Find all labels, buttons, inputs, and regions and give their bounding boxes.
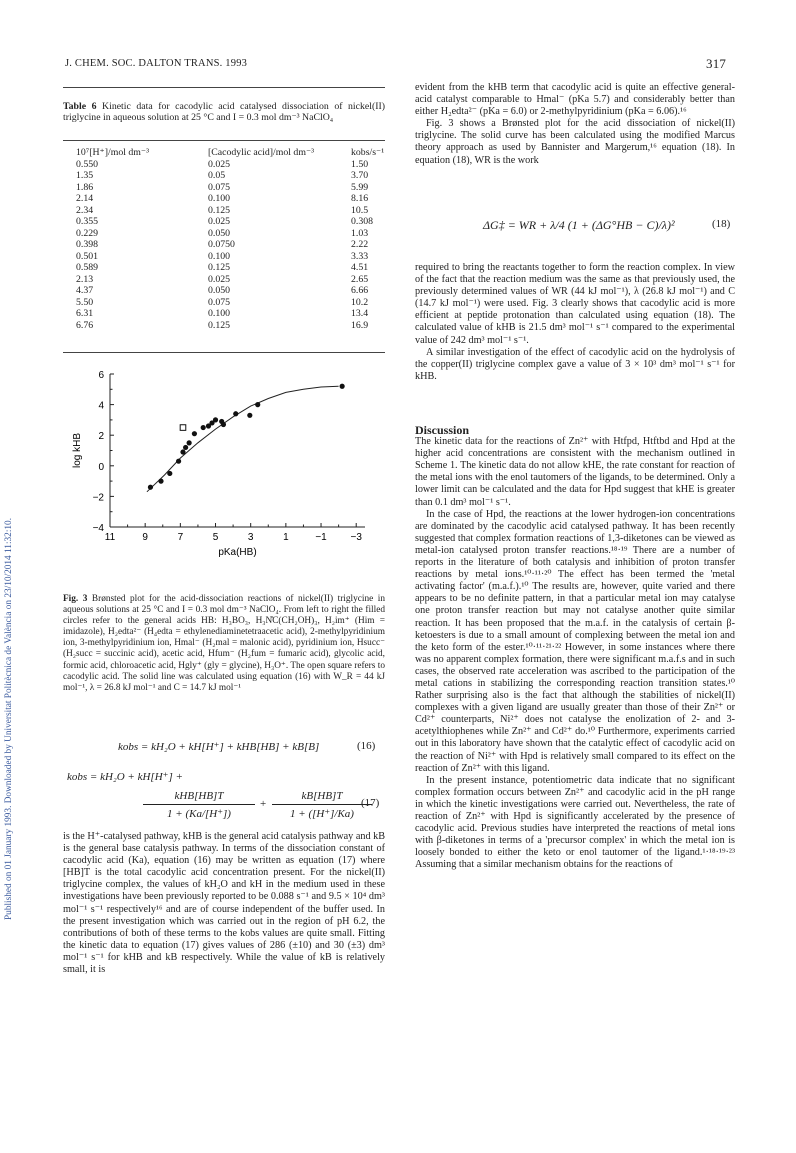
equation-17-number: (17) bbox=[361, 797, 380, 809]
table-row bbox=[76, 285, 384, 297]
equation-16-number: (16) bbox=[357, 740, 376, 752]
table-cell: 0.025 bbox=[208, 273, 231, 285]
x-tick-label: 9 bbox=[142, 532, 148, 543]
discussion-section bbox=[415, 424, 735, 871]
paragraph-4: A similar investigation of the effect of cacodylic acid on the hydrolysis of the copper(II) triglycine complex gave a value of 3 × 10³ dm³ mol⁻¹ s⁻¹ for kHB. bbox=[415, 346, 735, 382]
table-row bbox=[76, 251, 384, 263]
data-point bbox=[233, 411, 238, 416]
data-point bbox=[213, 417, 218, 422]
y-axis-label: log kHB bbox=[72, 432, 83, 469]
table-cell: 1.50 bbox=[351, 158, 369, 170]
y-tick-label: 2 bbox=[98, 431, 104, 443]
table-row bbox=[76, 239, 384, 251]
table-cell: 0.075 bbox=[208, 296, 231, 308]
table-cell: 0.501 bbox=[76, 250, 99, 262]
x-tick-label: 5 bbox=[212, 532, 219, 543]
table-cell: 1.35 bbox=[76, 170, 94, 181]
table-row bbox=[76, 205, 384, 217]
table6-header-row bbox=[76, 147, 384, 159]
table-cell: 1.03 bbox=[351, 227, 369, 239]
x-tick-label: 11 bbox=[104, 532, 116, 543]
data-point bbox=[201, 425, 206, 430]
data-point bbox=[192, 431, 197, 436]
x-tick-label: 3 bbox=[247, 532, 254, 543]
data-point bbox=[167, 471, 172, 476]
table-bottom-rule bbox=[63, 352, 385, 353]
table-cell: 4.37 bbox=[76, 285, 94, 296]
table-row bbox=[76, 182, 384, 194]
data-point bbox=[221, 422, 226, 427]
table-row bbox=[76, 193, 384, 205]
table-cell: 4.51 bbox=[351, 262, 369, 273]
right-column-middle bbox=[415, 262, 735, 383]
table-cell: 2.65 bbox=[351, 273, 369, 285]
paragraph-2: Fig. 3 shows a Brønsted plot for the acid dissociation of nickel(II) triglycine. The solid curve has been calculated using the modified Marcus theory approach as used by Bannister and Margerum,¹⁶ equation (18). In equation (18), WR is the work bbox=[415, 118, 735, 166]
table-cell: 0.229 bbox=[76, 227, 99, 239]
table-row bbox=[76, 216, 384, 228]
table-row bbox=[76, 320, 384, 332]
table-cell: 0.125 bbox=[208, 319, 231, 331]
table6-col-kobs: kobs/s⁻¹ bbox=[351, 147, 385, 158]
table-cell: 5.99 bbox=[351, 181, 369, 193]
data-point bbox=[340, 384, 345, 389]
x-tick-label: −3 bbox=[350, 532, 362, 543]
table-cell: 0.550 bbox=[76, 158, 99, 170]
table6-col-h: 10⁷[H⁺]/mol dm⁻³ bbox=[76, 147, 150, 158]
table-cell: 0.355 bbox=[76, 216, 99, 227]
table-cell: 0.050 bbox=[208, 227, 231, 239]
table-cell: 1.86 bbox=[76, 181, 94, 193]
x-axis-label: pKa(HB) bbox=[218, 547, 257, 558]
data-point bbox=[247, 413, 252, 418]
table6-caption bbox=[63, 101, 385, 124]
table-cell: 2.13 bbox=[76, 273, 94, 285]
table-cell: 0.100 bbox=[208, 193, 231, 204]
fig3-label: Fig. 3 bbox=[63, 594, 88, 604]
page-number: 317 bbox=[706, 56, 727, 71]
table-row bbox=[76, 297, 384, 309]
table-cell: 3.33 bbox=[351, 250, 369, 262]
table-cell: 0.05 bbox=[208, 170, 226, 181]
table-cell: 8.16 bbox=[351, 193, 369, 204]
y-tick-label: 6 bbox=[98, 370, 104, 381]
table-cell: 0.125 bbox=[208, 262, 231, 273]
table-cell: 0.125 bbox=[208, 204, 231, 216]
table-cell: 0.398 bbox=[76, 239, 99, 250]
download-watermark: Published on 01 January 1993. Downloaded by Universitat Politècnica de València on 23/10/2014 11:32:10. bbox=[4, 517, 14, 920]
table-row bbox=[76, 262, 384, 274]
table6-caption-text: Kinetic data for cacodylic acid catalysed dissociation of nickel(II) triglycine in aqueous solution at 25 °C and I = 0.3 mol dm⁻³ NaClO₄ bbox=[63, 101, 386, 124]
table-cell: 13.4 bbox=[351, 308, 369, 319]
table-cell: 0.308 bbox=[351, 216, 374, 227]
paragraph-3: required to bring the reactants together to form the reaction complex. In view of the fact that the reaction medium was the same as that previously used, the previously determined values of WR (44 kJ mol⁻¹), λ (26.8 kJ mol⁻¹) and C (14.7 kJ mol⁻¹) were used. Fig. 3 clearly shows that cacodylic acid is more efficient at peptide protonation than calculated using equation (18). The calculated value of kHB is 21.5 dm³ mol⁻¹ s⁻¹ compared to the experimental value of 242 dm³ mol⁻¹ s⁻¹. bbox=[415, 262, 735, 346]
equation-18-number: (18) bbox=[712, 218, 731, 230]
table-cell: 2.22 bbox=[351, 239, 369, 250]
table-cell: 2.34 bbox=[76, 204, 94, 216]
header-rule bbox=[63, 87, 385, 88]
table-cell: 10.2 bbox=[351, 296, 369, 308]
y-tick-label: 0 bbox=[98, 461, 104, 473]
table-cell: 16.9 bbox=[351, 319, 369, 331]
paragraph-5: The kinetic data for the reactions of Zn²⁺ with Htfpd, Htftbd and Hpd at the higher acid concentrations are consistent with the mechanism outlined in Scheme 1. The kinetic data do not allow kHE, the rate constant for reaction of the metal ions with the enol tautomers of the ligands, to be determined. Only a lower limit can be calculated and the data for Hpd suggest that kHE is greater than 0.1 dm³ mol⁻¹ s⁻¹. bbox=[415, 436, 735, 508]
table-cell: 0.100 bbox=[208, 250, 231, 262]
table-row bbox=[76, 159, 384, 171]
fig3-caption-text: Brønsted plot for the acid-dissociation reactions of nickel(II) triglycine in aqueous solutions at 25 °C and I = 0.3 mol dm⁻³ NaClO₄. From left to right the filled circles refer to the general acids HB: H₃BO₃, H₃N̊C(CH₂OH)₃, H₂im⁺ (Him = imidazole), H₂edta²⁻ (H₄edta = ethylenediaminetetraacetic acid), 2-methylpyridinium ion, 3-methylpyridinium ion, Hmal⁻ (H₂mal = malonic acid), pyridinium ion, Hsucc⁻ (H₂succ = succinic acid), acetic acid, Hfum⁻ (H₂fum = fumaric acid), glycolic acid, formic acid, chloroacetic acid, Hgly⁺ (gly = glycine), H₃O⁺. The open square refers to cacodylic acid. The solid line was calculated using equation (16) with W_R = 44 kJ mol⁻¹, λ = 26.8 kJ mol⁻¹ and C = 14.7 kJ mol⁻¹ bbox=[63, 594, 385, 693]
table-row bbox=[76, 308, 384, 320]
equation-17-frac2: kB[HB]T 1 + ([H⁺]/Ka) bbox=[272, 790, 372, 820]
paragraph-1: evident from the kHB term that cacodylic acid is quite an effective general-acid catalyst comparable to Hmal⁻ (pKa 5.7) and considerably better than either H₂edta²⁻ (pKa = 6.0) or 2-methylpyridinium (pKa = 6.06).¹⁶ bbox=[415, 82, 735, 118]
table-cell: 6.76 bbox=[76, 319, 94, 331]
open-square-point bbox=[180, 425, 186, 431]
x-tick-label: −1 bbox=[315, 532, 327, 543]
table-row bbox=[76, 274, 384, 286]
table-cell: 6.66 bbox=[351, 285, 369, 296]
equation-17-plus: + bbox=[260, 798, 267, 810]
data-point bbox=[183, 445, 188, 450]
discussion-heading: Discussion bbox=[415, 423, 470, 437]
data-point bbox=[255, 402, 260, 407]
data-point bbox=[158, 479, 163, 484]
fig3-caption bbox=[63, 594, 385, 694]
data-point bbox=[176, 459, 181, 464]
table6-col-cacodylic: [Cacodylic acid]/mol dm⁻³ bbox=[208, 147, 315, 158]
equation-17-frac1: kHB[HB]T 1 + (Ka/[H⁺]) bbox=[143, 790, 255, 820]
table-cell: 0.075 bbox=[208, 181, 231, 193]
running-header: J. CHEM. SOC. DALTON TRANS. 1993 bbox=[65, 58, 248, 69]
table-cell: 0.050 bbox=[208, 285, 231, 296]
data-point bbox=[180, 449, 185, 454]
left-body-text: is the H⁺-catalysed pathway, kHB is the general acid catalysis pathway and kB is the general base catalysis pathway. In terms of the dissociation constant of cacodylic acid (Ka), equation (16) may be written as equation (17) where [HB]T is the total cacodylic acid concentration present. For the nickel(II) triglycine complex, the values of kH₂O and kH in the medium used in these investigations have been previously reported to be 0.088 s⁻¹ and 9.5 × 10⁴ dm³ mol⁻¹ s⁻¹ respectively¹⁶ and are of course independent of the buffer used. In the present investigation which was carried out in the region of pH 6.2, the contributions of both of these terms to the kobs values are quite small. Fitting the kinetic data to equation (17) gives values of 286 (±10) and 30 (±3) dm³ mol⁻¹ s⁻¹ for kHB and kB respectively. While the value of kB is relatively small, it is bbox=[63, 831, 385, 976]
equation-17-line1: kobs = kH₂O + kH[H⁺] + bbox=[67, 771, 183, 783]
marcus-curve bbox=[147, 386, 339, 492]
table6-label: Table 6 bbox=[63, 101, 97, 112]
table-top-rule bbox=[63, 140, 385, 141]
y-tick-label: −4 bbox=[92, 523, 104, 534]
table-cell: 3.70 bbox=[351, 170, 369, 181]
table6 bbox=[76, 147, 384, 331]
equation-16: kobs = kH₂O + kH[H⁺] + kHB[HB] + kB[B] bbox=[118, 741, 320, 753]
x-tick-label: 1 bbox=[283, 532, 289, 543]
table-cell: 0.025 bbox=[208, 216, 231, 227]
table-cell: 0.589 bbox=[76, 262, 99, 273]
table-cell: 5.50 bbox=[76, 296, 94, 308]
y-tick-label: −2 bbox=[92, 492, 104, 504]
data-point bbox=[187, 440, 192, 445]
y-tick-label: 4 bbox=[98, 400, 104, 412]
table-row bbox=[76, 170, 384, 182]
right-column-top bbox=[415, 82, 735, 167]
equation-18: ΔG‡ = WR + λ/4 (1 + (ΔG°HB − C)/λ)² bbox=[483, 218, 675, 232]
table-cell: 0.0750 bbox=[208, 239, 235, 250]
table-cell: 10.5 bbox=[351, 204, 369, 216]
table-cell: 0.100 bbox=[208, 308, 231, 319]
paragraph-7: In the present instance, potentiometric data indicate that no significant complex formation occurs between Zn²⁺ and cacodylic acid in the pH range in which the kinetic investigations were carried out. Nevertheless, the rate of reaction of Zn²⁺ with Hpd is significantly accelerated by the presence of cacodylic acid. Previous studies have interpreted the reactions of metal ions with β-diketones in terms of a 'precursor complex' in which the metal ion is loosely bonded to either the keto or enol tautomer of the ligand.¹·¹⁸·¹⁹·²³ Assuming that a similar mechanism obtains for the reactions of bbox=[415, 774, 735, 871]
table-cell: 0.025 bbox=[208, 158, 231, 170]
table-row bbox=[76, 228, 384, 240]
x-tick-label: 7 bbox=[177, 532, 184, 543]
paragraph-6: In the case of Hpd, the reactions at the lower hydrogen-ion concentrations are dominated by the cacodylic acid catalysed pathway. It has been recently suggested that complex formation reactions of 1,3-diketones can be viewed as metal-ion catalysed proton transfer reactions.¹⁸·¹⁹ There are a number of reports in the literature of both catalysis and inhibition of proton transfer reactions by metal ions.¹⁰·¹¹·²⁰ The effect has been termed the 'metal activating factor' (m.a.f.).¹⁰ The results are, however, quite varied and there appears to be no definite pattern, in that a particular metal ion may catalyse one proton transfer reaction but may not catalyse another quite similar reaction. It has been proposed that the m.a.f. in the catalysis of certain β-ketoesters is due to a small amount of complexing between the metal ion and the keto form of the ester.¹⁰·¹¹·²¹·²² However, in some instances where there was no apparent complex formation, there were significant m.a.f.s and in such cases, the observed rate acceleration was ascribed to the participation of the metal cations in stabilizing the corresponding reaction transition states.¹⁰ Rather surprising also is the fact that although the stabilities of nickel(II) complexes with a given ligand are usually greater than those of their Zn²⁺ or Cd²⁺ counterparts, Ni²⁺ does not catalyse the enolization of 2- and 3-acetylthiophenes while Zn²⁺ and Cd²⁺ do.¹⁰ Furthermore, experiments carried out in this laboratory have shown that the catalytic effect of cacodylic acid on the reaction of Ni²⁺ with Hpd is relatively small compared to its effect on the reaction of Zn²⁺ with this ligand. bbox=[415, 508, 735, 774]
table-cell: 6.31 bbox=[76, 308, 94, 319]
table-cell: 2.14 bbox=[76, 193, 94, 204]
bronsted-plot bbox=[60, 362, 390, 592]
data-point bbox=[148, 485, 153, 490]
